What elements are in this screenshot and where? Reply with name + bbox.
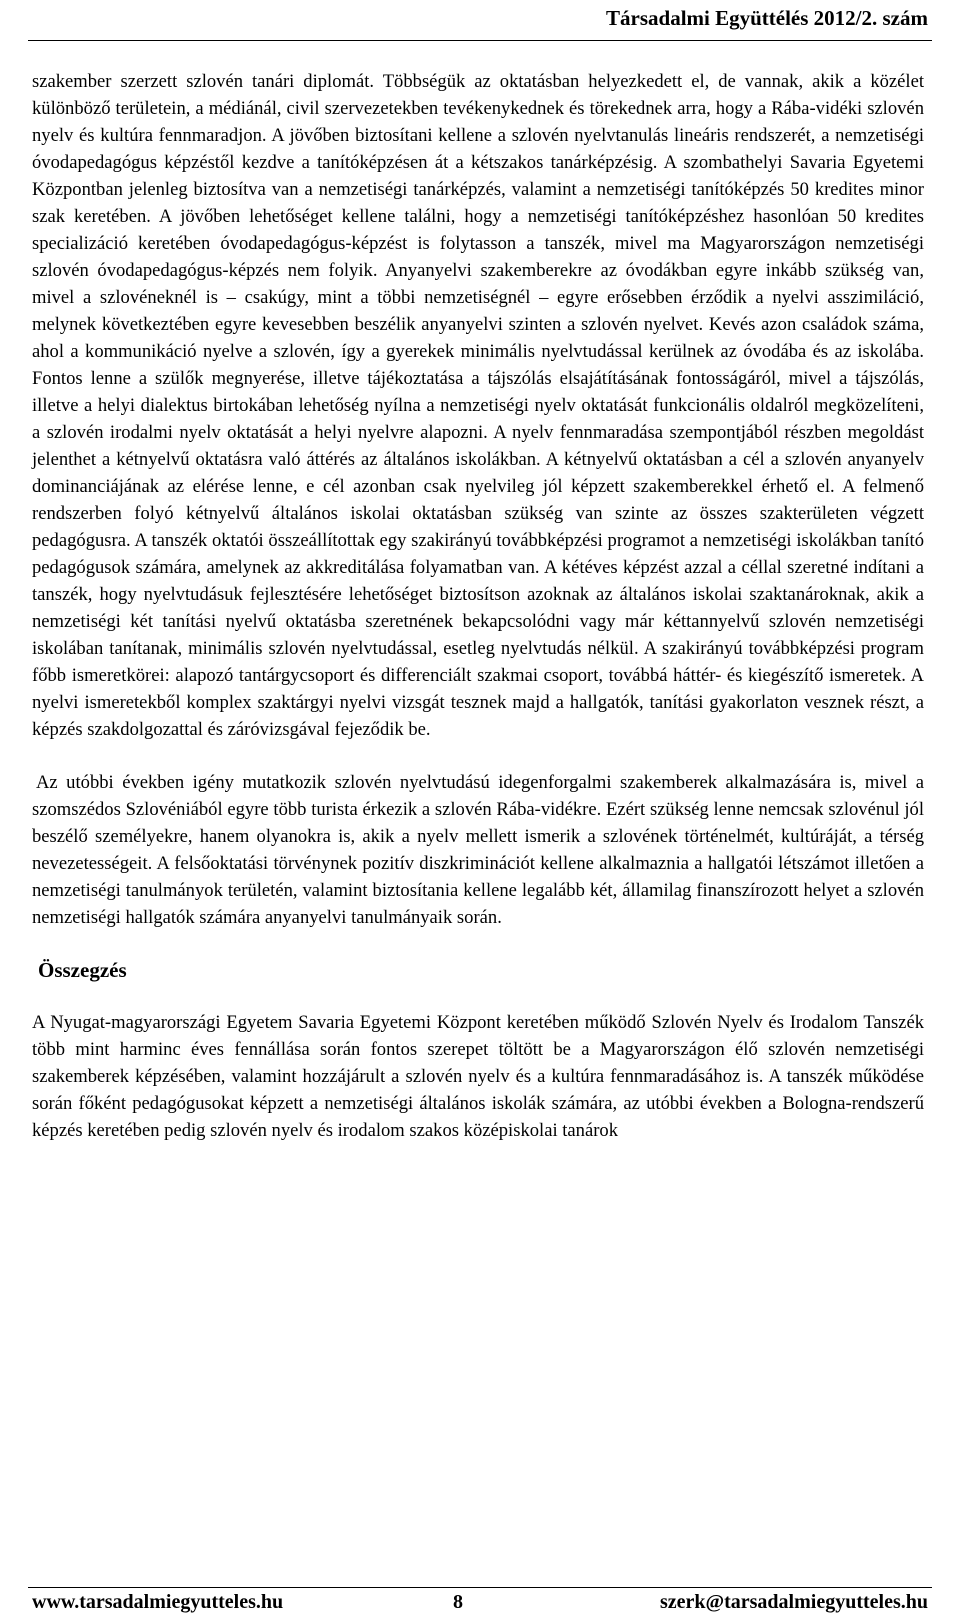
body-paragraph-3: A Nyugat-magyarországi Egyetem Savaria Egyetemi Központ keretében működő Szlovén Nyelv és Irodalom Tanszék több mint harminc éves fennállása során fontos szerepet töltött be a Magyarországon élő szlovén nemzetiségi szakemberek képzésében, valamint hozzájárult a szlovén nyelv és a kultúra fennmaradásához is. A tanszék működése során főként pedagógusokat képzett a nemzetiségi általános iskolák számára, az utóbbi években a Bologna-rendszerű képzés keretében pedig szlovén nyelv és irodalom szakos középiskolai tanárok	[32, 1012, 924, 1141]
body-paragraph-2: Az utóbbi években igény mutatkozik szlovén nyelvtudású idegenforgalmi szakemberek alkalmazására is, mivel a szomszédos Szlovéniából egyre több turista érkezik a szlovén Rába-vidékre. Ezért szükség lenne nemcsak szlovénul jól beszélő személyekre, hanem olyanokra is, akik a nyelv mellett ismerik a szlovének történelmét, kultúráját, a térség nevezetességeit. A felsőoktatási törvénynek pozitív diszkriminációt kellene alkalmaznia a hallgatói létszámot illetően a nemzetiségi tanulmányok területén, valamint biztosítania kellene legalább két, államilag finanszírozott helyet a szlovén nemzetiségi hallgatók számára anyanyelvi tanulmányaik során.	[32, 772, 924, 928]
article-body	[32, 68, 924, 1144]
footer-divider	[28, 1587, 932, 1588]
footer-email-link[interactable]: szerk@tarsadalmiegyutteles.hu	[659, 1591, 928, 1613]
section-heading: Összegzés	[38, 958, 127, 982]
body-paragraph-1: szakember szerzett szlovén tanári diplomát. Többségük az oktatásban helyezkedett el, de vannak, akik a közélet különböző területein, a médiánál, civil szervezetekben tevékenykednek és törekednek arra, hogy a Rába-vidéki szlovén nyelv és kultúra fennmaradjon. A jövőben biztosítani kellene a szlovén nyelvtanulás lineáris rendszerét, a nemzetiségi óvodapedagógus képzéstől kezdve a tanítóképzésen át a kétszakos tanárképzésig. A szombathelyi Savaria Egyetemi Központban jelenleg biztosítva van a nemzetiségi tanárképzés, valamint a nemzetiségi tanítóképzés 50 kredites minor szak keretében. A jövőben lehetőséget kellene találni, hogy a nemzetiségi tanítóképzéshez hasonlóan 50 kredites specializáció keretében óvodapedagógus-képzést is folytasson a tanszék, mivel ma Magyarországon nemzetiségi szlovén óvodapedagógus-képzés nem folyik. Anyanyelvi szakemberekre az óvodákban egyre inkább szükség van, mivel a szlovéneknél is – csakúgy, mint a többi nemzetiségnél – egyre erősebben érződik a nyelvi asszimiláció, melynek következtében egyre kevesebben beszélik anyanyelvi szinten a szlovén nyelvet. Kevés azon családok száma, ahol a kommunikáció nyelve a szlovén, így a gyerekek minimális nyelvtudással kerülnek az óvodába és az iskolába. Fontos lenne a szülők megnyerése, illetve tájékoztatása a tájszólás elsajátításának fontosságáról, mivel a tájszólás, illetve a helyi dialektus birtokában lehetőség nyílna a nemzetiségi nyelv oktatását funkcionális oldalról megközelíteni, a szlovén irodalmi nyelv oktatását a helyi nyelvre alapozni. A nyelv fennmaradása szempontjából részben megoldást jelenthet a kétnyelvű oktatásra való áttérés az általános iskolákban. A kétnyelvű oktatásban a cél a szlovén anyanyelv dominanciájának az elérése lenne, e cél azonban csak nyelvileg jól képzett szakemberekkel érhető el. A felmenő rendszerben folyó kétnyelvű általános iskolai oktatásban szükség van szinte az összes szakterületen végzett pedagógusra. A tanszék oktatói összeállítottak egy szakirányú továbbképzési programot a nemzetiségi iskolákban tanító pedagógusok számára, amelynek az akkreditálása folyamatban van. A kétéves képzést azzal a céllal szeretné indítani a tanszék, hogy nyelvtudásuk fejlesztésére lehetőséget biztosítson azoknak az általános iskolai szaktanároknak, akik a nemzetiségi két tanítási nyelvű oktatásba szeretnének bekapcsolódni vagy már kéttannyelvű szlovén nemzetiségi iskolában tanítanak, minimális szlovén nyelvtudással, esetleg nyelvtudás nélkül. A szakirányú továbbképzési program főbb ismeretkörei: alapozó tantárgycsoport és differenciált szakmai csoport, továbbá háttér- és kiegészítő ismeretek. A nyelvi ismeretekből komplex szaktárgyi nyelvi vizsgát tesznek majd a hallgatók, tanítási gyakorlaton vesznek részt, a képzés szakdolgozattal és záróvizsgával fejeződik be.	[32, 71, 924, 740]
page-footer	[32, 1591, 928, 1619]
footer-website-link[interactable]: www.tarsadalmiegyutteles.hu	[32, 1591, 284, 1613]
journal-header: Társadalmi Együttélés 2012/2. szám	[606, 6, 928, 30]
page-number: 8	[453, 1591, 463, 1613]
header-divider	[28, 40, 932, 41]
